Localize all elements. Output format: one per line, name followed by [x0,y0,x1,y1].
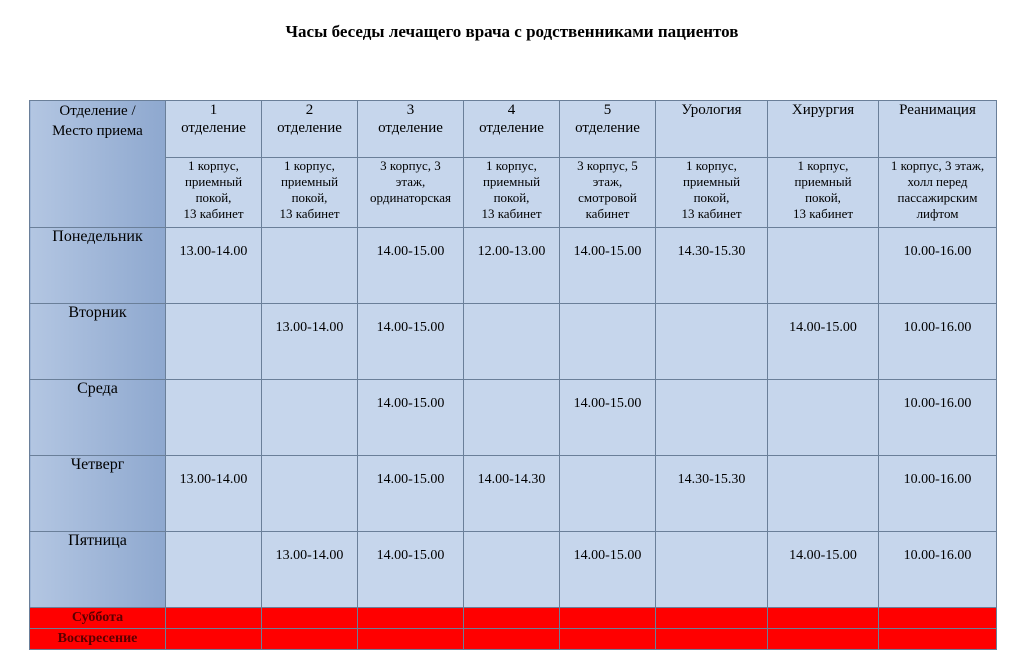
location-line: приемный [794,174,852,189]
weekend-row [30,629,997,650]
time-cell: 14.00-15.00 [358,380,464,456]
weekend-cell [560,629,656,650]
time-cell: 10.00-16.00 [879,380,997,456]
time-cell [166,380,262,456]
time-cell: 14.00-15.00 [358,456,464,532]
time-cell: 12.00-13.00 [464,228,560,304]
weekend-cell [879,608,997,629]
time-cell [166,304,262,380]
location-line: приемный [184,174,243,189]
dept-header [464,101,560,158]
dept-name-line-1: 3 [406,102,415,118]
weekend-cell [358,608,464,629]
weekend-label: Воскресение [30,629,166,650]
time-cell: 10.00-16.00 [879,228,997,304]
table-row [30,456,997,532]
dept-name-line-1: 4 [507,102,516,118]
time-cell: 14.00-15.00 [358,532,464,608]
time-cell: 14.00-15.00 [358,304,464,380]
weekend-cell [464,608,560,629]
time-cell [262,456,358,532]
location-line: покой, [693,190,730,205]
time-cell [560,304,656,380]
location-line: 1 корпус, [188,158,239,173]
location-line: 3 корпус, 3 [380,158,441,173]
weekend-row [30,608,997,629]
day-label: Пятница [30,532,166,608]
table-row [30,532,997,608]
dept-name-line-2: отделение [378,120,443,136]
dept-header [166,101,262,158]
time-cell: 14.00-15.00 [560,228,656,304]
day-label: Вторник [30,304,166,380]
location-line: покой, [493,190,530,205]
day-label: Четверг [30,456,166,532]
location-line: 1 корпус, [686,158,737,173]
dept-name-line-1: 1 [209,102,218,118]
location-line: 1 корпус, [797,158,849,173]
dept-name-line-2: отделение [479,120,544,136]
weekend-cell [262,629,358,650]
time-cell: 10.00-16.00 [879,532,997,608]
time-cell: 14.00-15.00 [560,532,656,608]
dept-name-line-1: Урология [681,102,742,118]
time-cell [768,456,879,532]
dept-location [464,158,560,228]
weekend-cell [358,629,464,650]
time-cell: 14.30-15.30 [656,228,768,304]
location-line: ординаторская [370,190,451,205]
time-cell: 14.00-15.00 [560,380,656,456]
weekend-cell [768,608,879,629]
weekend-cell [262,608,358,629]
weekend-cell [879,629,997,650]
time-cell [656,532,768,608]
table-row [30,228,997,304]
location-line: 13 кабинет [279,206,340,221]
time-cell [464,380,560,456]
dept-name-line-2: отделение [181,120,246,136]
time-cell: 10.00-16.00 [879,456,997,532]
time-cell: 13.00-14.00 [166,456,262,532]
time-cell: 14.00-14.30 [464,456,560,532]
weekend-cell [560,608,656,629]
dept-header [879,101,997,158]
location-line: покой, [291,190,328,205]
time-cell [166,532,262,608]
dept-location [879,158,997,228]
time-cell [262,380,358,456]
location-line: покой, [805,190,841,205]
location-line: кабинет [585,206,630,221]
time-cell [768,228,879,304]
location-line: покой, [195,190,232,205]
dept-location [768,158,879,228]
location-line: 13 кабинет [481,206,542,221]
location-line: лифтом [916,206,959,221]
location-line: приемный [280,174,339,189]
time-cell [262,228,358,304]
location-line: 1 корпус, [486,158,537,173]
time-cell [464,304,560,380]
weekend-cell [464,629,560,650]
time-cell: 13.00-14.00 [262,304,358,380]
location-line: 13 кабинет [183,206,244,221]
location-header-row [30,158,997,228]
corner-line-2: Место приема [52,123,143,139]
corner-line-1: Отделение / [59,103,136,119]
location-line: 3 корпус, 5 [577,158,638,173]
location-line: 1 корпус, [284,158,335,173]
time-cell [560,456,656,532]
weekend-cell [656,608,768,629]
weekend-cell [166,629,262,650]
dept-location [358,158,464,228]
dept-name-line-1: 5 [603,102,612,118]
time-cell: 14.00-15.00 [768,304,879,380]
location-line: приемный [682,174,741,189]
dept-header [656,101,768,158]
location-line: 13 кабинет [681,206,742,221]
location-line: 1 корпус, 3 этаж, [890,158,985,173]
time-cell: 13.00-14.00 [166,228,262,304]
dept-location [166,158,262,228]
location-line: пассажирским [897,190,978,205]
location-line: приемный [482,174,541,189]
dept-location [656,158,768,228]
dept-name-line-1: 2 [305,102,314,118]
table-row [30,304,997,380]
time-cell: 14.00-15.00 [358,228,464,304]
dept-name-line-1: Реанимация [899,102,976,118]
dept-name-line-2: отделение [575,120,640,136]
weekend-cell [166,608,262,629]
department-header-row [30,101,997,158]
time-cell [656,380,768,456]
corner-header [30,101,166,228]
time-cell [768,380,879,456]
day-label: Среда [30,380,166,456]
time-cell: 14.30-15.30 [656,456,768,532]
dept-name-line-1: Хирургия [791,102,855,118]
dept-header [262,101,358,158]
dept-location [262,158,358,228]
dept-header [358,101,464,158]
dept-header [768,101,879,158]
dept-header [560,101,656,158]
time-cell: 10.00-16.00 [879,304,997,380]
page-title: Часы беседы лечащего врача с родственниками пациентов [285,22,739,41]
time-cell: 13.00-14.00 [262,532,358,608]
weekend-cell [656,629,768,650]
time-cell [656,304,768,380]
time-cell: 14.00-15.00 [768,532,879,608]
day-label: Понедельник [30,228,166,304]
weekend-cell [768,629,879,650]
dept-name-line-2: отделение [277,120,342,136]
location-line: этаж, [592,174,623,189]
time-cell [464,532,560,608]
dept-location [560,158,656,228]
location-line: холл перед [907,174,968,189]
location-line: 13 кабинет [792,206,854,221]
location-line: смотровой [578,190,637,205]
location-line: этаж, [395,174,426,189]
schedule-table [29,100,997,650]
table-row [30,380,997,456]
weekend-label: Суббота [30,608,166,629]
